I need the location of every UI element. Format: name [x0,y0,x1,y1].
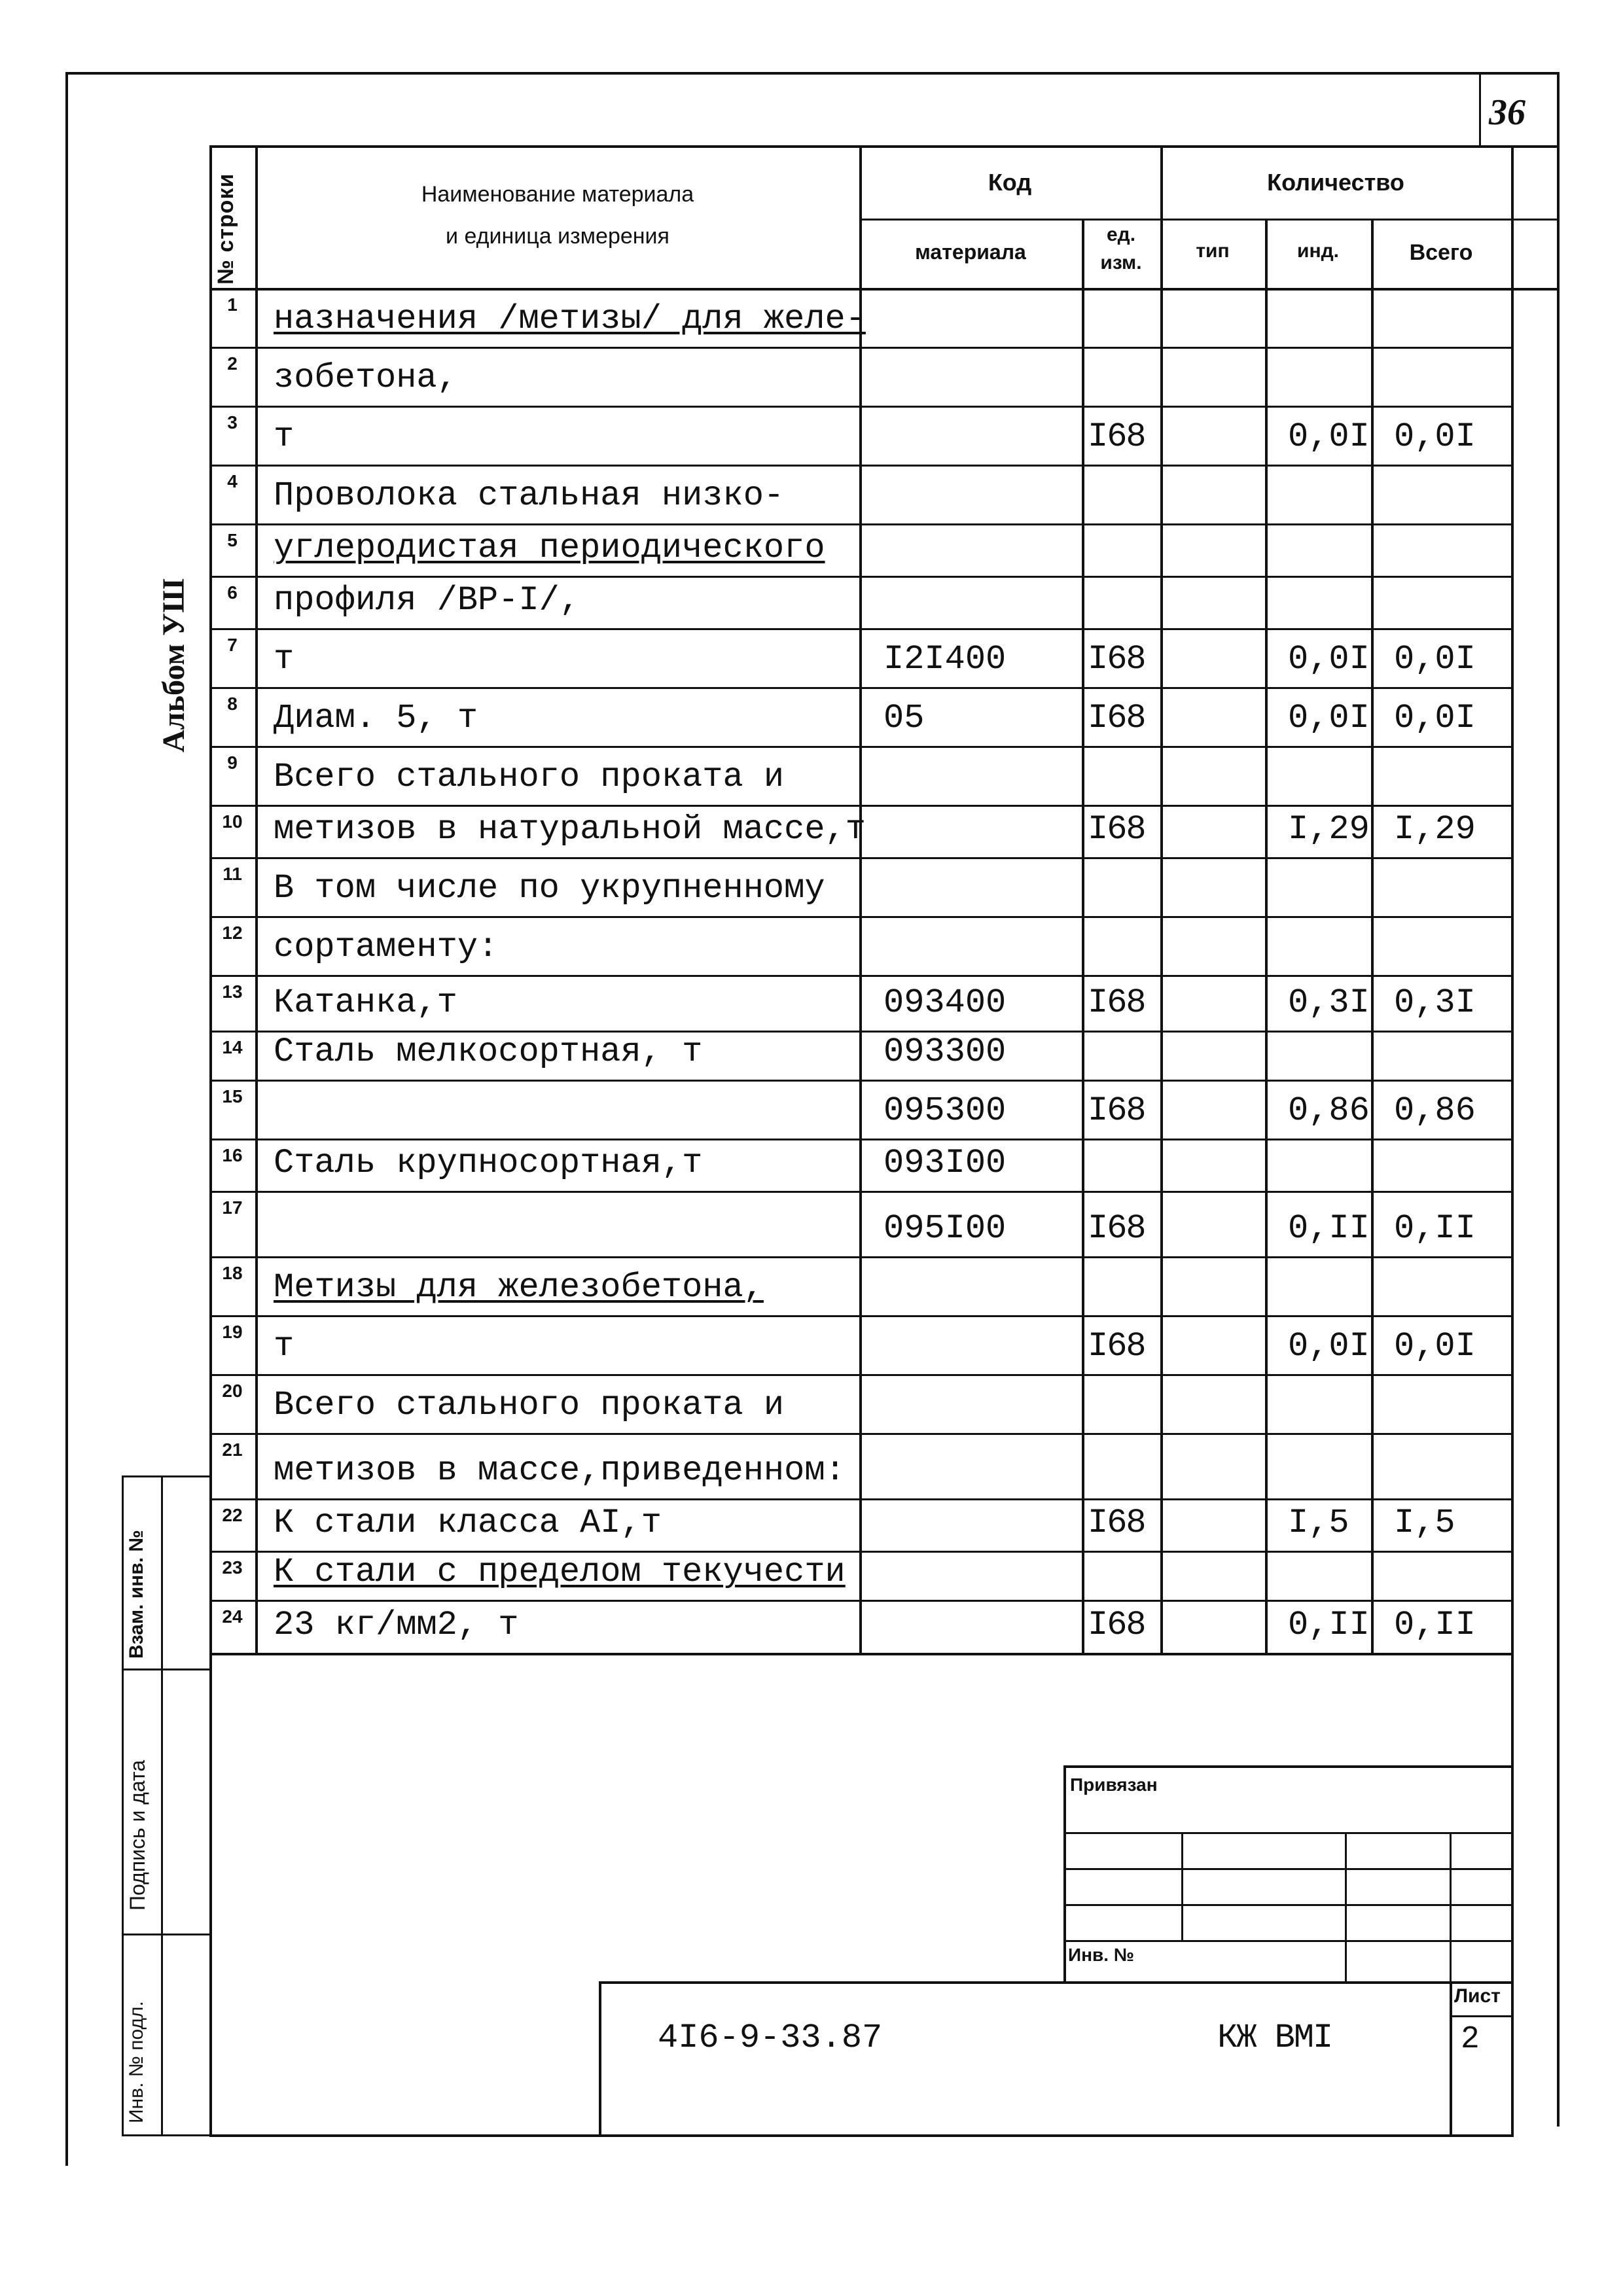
total-qty-cell: 0,II [1394,1606,1476,1644]
row-separator [209,975,1514,977]
header-qty-type: тип [1196,240,1230,262]
header-qty-ind: инд. [1297,240,1339,262]
unit-cell: I68 [1088,417,1145,456]
row-number: 23 [222,1557,243,1578]
page-number-mark: 36 [1489,92,1525,133]
side-strip-top [122,1475,210,1477]
row-number: 10 [222,811,243,832]
total-qty-cell: 0,0I [1394,1327,1476,1366]
row-separator [209,916,1514,918]
row-number: 21 [222,1439,243,1460]
side-stamp-signature-date: Подпись и дата [126,1759,149,1911]
total-qty-cell: 0,0I [1394,699,1476,737]
unit-cell: I68 [1088,1209,1145,1248]
bound-label: Привязан [1070,1775,1158,1795]
document-mark: КЖ ВМI [1217,2019,1332,2057]
row-separator [209,1256,1514,1258]
unit-cell: I68 [1088,983,1145,1022]
row-number: 24 [222,1606,243,1627]
name-cell: Всего стального проката и [274,758,785,796]
titleblock-row2 [1063,1868,1514,1870]
table-top [209,145,1558,148]
col-line-ind-right [1371,219,1374,1654]
col-line-type-right [1265,219,1268,1654]
header-row-number: № строки [213,173,238,285]
name-cell: назначения /метизы/ для желе- [274,300,866,338]
row-number: 17 [222,1197,243,1218]
frame-right [1557,72,1560,2127]
row-number: 12 [222,923,243,943]
name-cell: т [274,1327,294,1366]
total-qty-cell: 0,0I [1394,417,1476,456]
row-number: 15 [222,1086,243,1106]
album-label: Альбом УШ [156,578,191,752]
unit-cell: I68 [1088,810,1145,849]
name-cell: углеродистая периодического [274,529,825,567]
side-strip-left [122,1475,124,2136]
row-separator [209,1191,1514,1193]
side-strip-bottom [122,2134,210,2136]
row-number: 5 [227,530,238,550]
ind-qty-cell: 0,3I [1288,983,1370,1022]
row-separator [209,1080,1514,1082]
unit-cell: I68 [1088,699,1145,737]
name-cell: зобетона, [274,359,457,397]
sheet-label: Лист [1454,1985,1501,2007]
side-strip-mid [161,1475,163,2136]
total-qty-cell: 0,3I [1394,983,1476,1022]
sheet-number: 2 [1461,2022,1480,2057]
row-number: 18 [222,1263,243,1283]
code-cell: 05 [883,699,925,737]
total-qty-cell: I,29 [1394,810,1476,849]
row-number: 2 [227,353,238,374]
name-cell: профиля /ВР-I/, [274,581,580,620]
row-separator [209,857,1514,859]
ind-qty-cell: 0,II [1288,1606,1370,1644]
name-cell: Сталь мелкосортная, т [274,1033,703,1071]
header-name-line1: Наименование материала [421,182,694,207]
name-cell: К стали класса АI,т [274,1504,662,1542]
titleblock-row3 [1063,1904,1514,1906]
titleblock-row4 [1063,1940,1514,1942]
col-line-rownum-right [255,145,258,1654]
row-number: 4 [227,471,238,491]
ind-qty-cell: 0,0I [1288,417,1370,456]
name-cell: Диам. 5, т [274,699,478,737]
name-cell: 23 кг/мм2, т [274,1606,519,1644]
row-number: 22 [222,1505,243,1525]
page-mark-box-left [1479,73,1481,145]
unit-cell: I68 [1088,640,1145,679]
ind-qty-cell: I,29 [1288,810,1370,849]
side-stamp-orig-inv: Инв. № подл. [126,2001,147,2123]
unit-cell: I68 [1088,1327,1145,1366]
row-number: 14 [222,1037,243,1057]
table-bottom [209,1653,1514,1655]
code-cell: 095I00 [883,1209,1007,1248]
name-cell: сортаменту: [274,928,499,966]
side-strip-sep2 [122,1934,210,1935]
header-name-line2: и единица измерения [446,224,669,249]
row-separator [209,576,1514,578]
row-number: 9 [227,752,238,773]
unit-cell: I68 [1088,1504,1145,1542]
col-line-total-right [1511,145,1514,2136]
code-cell: I2I400 [883,640,1007,679]
ind-qty-cell: 0,0I [1288,1327,1370,1366]
titleblock-col2 [1345,1832,1347,1981]
document-code: 4I6-9-33.87 [658,2019,883,2057]
row-separator [209,1600,1514,1602]
header-mid-line [859,219,1558,221]
stamp-bottom [209,2134,1514,2137]
ind-qty-cell: I,5 [1288,1504,1349,1542]
row-number: 3 [227,412,238,433]
name-cell: Сталь крупносортная,т [274,1144,703,1182]
col-line-unit-right [1160,145,1163,1654]
row-separator [209,406,1514,408]
titleblock-col1 [1181,1832,1183,1940]
name-cell: т [274,417,294,456]
name-cell: Катанка,т [274,983,457,1022]
col-line-code-right [1082,219,1084,1654]
total-qty-cell: 0,86 [1394,1091,1476,1130]
titleblock-top [1063,1765,1514,1768]
col-line-name-right [859,145,862,1654]
ind-qty-cell: 0,0I [1288,699,1370,737]
row-number: 1 [227,294,238,315]
stamp-sheet-sep [1450,2015,1514,2017]
side-strip-sep1 [122,1669,210,1670]
stamp-top [599,1981,1514,1984]
total-qty-cell: 0,II [1394,1209,1476,1248]
stamp-left [599,1981,601,2136]
row-separator [209,523,1514,525]
total-qty-cell: 0,0I [1394,640,1476,679]
frame-left [65,72,68,2166]
name-cell: т [274,640,294,679]
row-separator [209,628,1514,630]
header-bottom [209,288,1558,291]
row-number: 7 [227,635,238,655]
name-cell: Метизы для железобетона, [274,1268,764,1307]
row-separator [209,687,1514,689]
total-qty-cell: I,5 [1394,1504,1455,1542]
col-line-rownum-left [209,145,212,2136]
header-qty-total: Всего [1409,240,1473,265]
name-cell: Всего стального проката и [274,1386,785,1424]
titleblock-row1 [1063,1832,1514,1834]
header-code-material: материала [915,240,1026,264]
frame-top [65,72,1560,75]
header-qty-group: Количество [1267,169,1404,196]
row-number: 20 [222,1381,243,1401]
stamp-sheet-left [1450,1981,1452,2136]
row-separator [209,347,1514,349]
titleblock-col3 [1450,1832,1452,1981]
code-cell: 093300 [883,1033,1007,1071]
row-number: 6 [227,582,238,603]
side-stamp-replace-inv: Взам. инв. № [126,1530,147,1659]
row-separator [209,1139,1514,1140]
row-number: 11 [223,864,242,884]
row-separator [209,805,1514,807]
name-cell: метизов в натуральной массе,т [274,810,866,849]
row-separator [209,1433,1514,1435]
ind-qty-cell: 0,II [1288,1209,1370,1248]
row-number: 19 [222,1322,243,1342]
row-number: 8 [227,694,238,714]
row-separator [209,1498,1514,1500]
row-separator [209,465,1514,467]
code-cell: 093I00 [883,1144,1007,1182]
name-cell: В том числе по укрупненному [274,869,825,908]
header-unit-line2: изм. [1100,252,1142,274]
ind-qty-cell: 0,0I [1288,640,1370,679]
code-cell: 093400 [883,983,1007,1022]
unit-cell: I68 [1088,1091,1145,1130]
row-number: 13 [222,981,243,1002]
inv-label: Инв. № [1068,1945,1135,1965]
row-separator [209,1374,1514,1376]
header-unit-line1: ед. [1106,224,1136,245]
name-cell: метизов в массе,приведенном: [274,1451,846,1490]
code-cell: 095300 [883,1091,1007,1130]
row-separator [209,746,1514,748]
row-separator [209,1315,1514,1317]
titleblock-left [1063,1765,1066,1981]
ind-qty-cell: 0,86 [1288,1091,1370,1130]
name-cell: К стали с пределом текучести [274,1553,846,1591]
row-number: 16 [222,1145,243,1165]
header-code-group: Код [988,169,1032,196]
name-cell: Проволока стальная низко- [274,476,785,515]
unit-cell: I68 [1088,1606,1145,1644]
